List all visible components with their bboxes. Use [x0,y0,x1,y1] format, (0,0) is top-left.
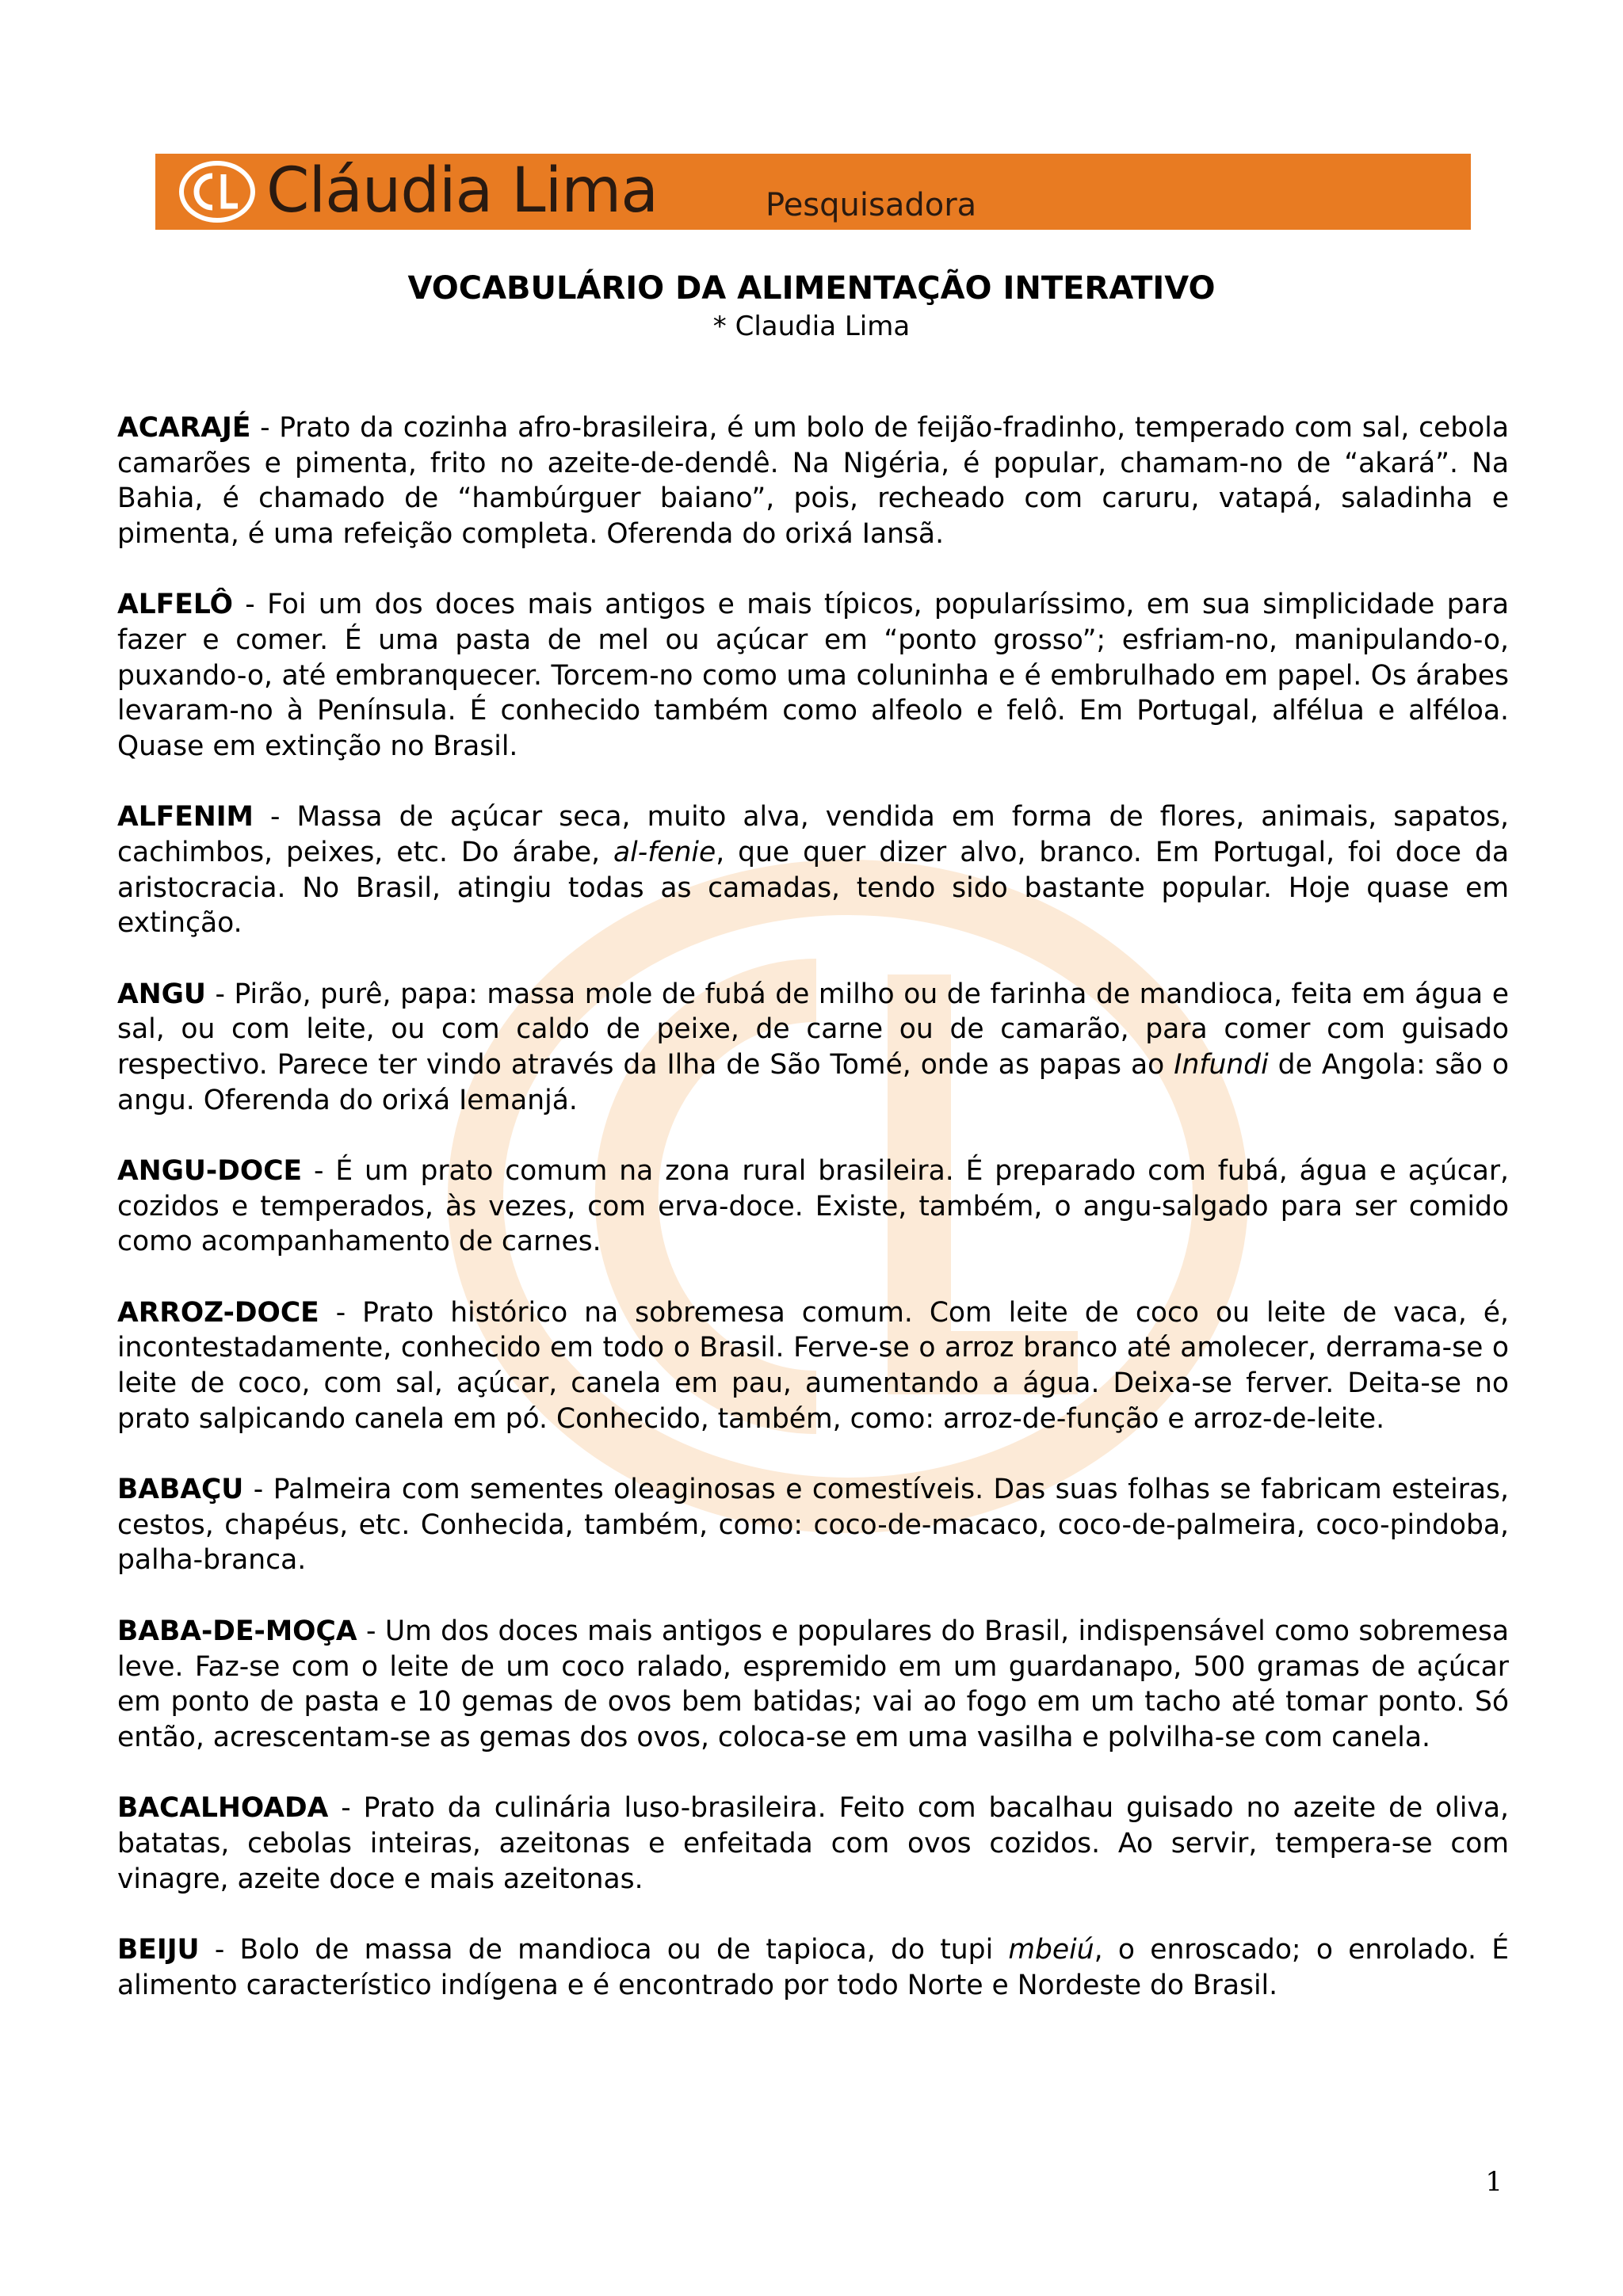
entry-definition: - Foi um dos doces mais antigos e mais típicos, popularíssimo, em sua simplicidade para fazer e comer. É uma pasta de mel ou açúcar em “ponto grosso”; esfriam-no, manipulando-o, puxando-o, até embranquecer. Torcem-no como uma coluninha e é embrulhado em papel. Os árabes levaram-no à Península. É conhecido também como alfeolo e felô. Em Portugal, alfélua e alféloa. Quase em extinção no Brasil. [117,589,1509,762]
entry-term: ACARAJÉ [117,412,251,444]
glossary-entry [117,587,1509,764]
glossary-entry [117,977,1509,1118]
entry-definition: - Bolo de massa de mandioca ou de tapioca, do tupi [199,1934,1009,1966]
glossary-entry [117,410,1509,551]
entry-term: BABAÇU [117,1474,244,1506]
logo-subtitle: Pesquisadora [766,187,977,223]
entry-definition-rest: , o enroscado; o enrolado. É alimento característico indígena e é encontrado por todo Norte e Nordeste do Brasil. [117,1934,1509,2001]
entry-definition: - Prato histórico na sobremesa comum. Com leite de coco ou leite de vaca, é, incontestadamente, conhecido em todo o Brasil. Ferve-se o arroz branco até amolecer, derrama-se o leite de coco, com sal, açúcar, canela em pau, aumentando a água. Deixa-se ferver. Deita-se no prato salpicando canela em pó. Conhecido, também, como: arroz-de-função e arroz-de-leite. [117,1296,1509,1435]
entry-definition: - É um prato comum na zona rural brasileira. É preparado com fubá, água e açúcar, cozidos e temperados, às vezes, com erva-doce. Existe, também, o angu-salgado para ser comido como acompanhamento de carnes. [117,1155,1509,1258]
glossary-entry [117,1791,1509,1897]
entry-definition: - Palmeira com sementes oleaginosas e comestíveis. Das suas folhas se fabricam esteiras, cestos, chapéus, etc. Conhecida, também, como: coco-de-macaco, coco-de-palmeira, coco-pindoba, palha-branca. [117,1474,1509,1577]
glossary-entry [117,799,1509,940]
entry-definition: - Prato da culinária luso-brasileira. Feito com bacalhau guisado no azeite de oliva, batatas, cebolas inteiras, azeitonas e enfeitada com ovos cozidos. Ao servir, tempera-se com vinagre, azeite doce e mais azeitonas. [117,1792,1509,1895]
entry-term: ALFELÔ [117,589,233,621]
entry-term: BEIJU [117,1934,200,1966]
glossary-entry [117,1614,1509,1755]
glossary-entry [117,1154,1509,1260]
entry-definition-italic: al-fenie [613,836,716,868]
glossary-entry [117,1472,1509,1578]
glossary-entries [117,410,1509,2039]
entry-term: BACALHOADA [117,1792,329,1825]
logo-name: Cláudia Lima [266,155,659,227]
entry-term: ARROZ-DOCE [117,1296,319,1329]
entry-term: ANGU-DOCE [117,1155,303,1188]
entry-definition-rest: , que quer dizer alvo, branco. Em Portugal, foi doce da aristocracia. No Brasil, atingiu todas as camadas, tendo sido bastante popular. Hoje quase em extinção. [117,836,1509,940]
entry-definition-italic: mbeiú [1008,1934,1094,1966]
glossary-entry [117,1932,1509,2003]
entry-term: ANGU [117,978,206,1010]
glossary-entry [117,1295,1509,1436]
entry-definition-italic: Infundi [1174,1048,1269,1081]
logo-monogram-icon [178,158,257,225]
header-banner [155,154,1471,230]
entry-definition: - Massa de açúcar seca, muito alva, vendida em forma de flores, animais, sapatos, cachimbos, peixes, etc. Do árabe, [117,801,1509,868]
entry-term: BABA-DE-MOÇA [117,1615,357,1648]
entry-term: ALFENIM [117,801,254,833]
entry-definition: - Prato da cozinha afro-brasileira, é um bolo de feijão-fradinho, temperado com sal, cebola camarões e pimenta, frito no azeite-de-dendê. Na Nigéria, é popular, chamam-no de “akará”. Na Bahia, é chamado de “hambúrguer baiano”, pois, recheado com caruru, vatapá, saladinha e pimenta, é uma refeição completa. Oferenda do orixá Iansã. [117,412,1509,550]
entry-definition-rest: de Angola: são o angu. Oferenda do orixá Iemanjá. [117,1048,1509,1116]
page-number: 1 [1485,2166,1503,2198]
entry-definition: - Um dos doces mais antigos e populares do Brasil, indispensável como sobremesa leve. Faz-se com o leite de um coco ralado, espremido em um guardanapo, 500 gramas de açúcar em ponto de pasta e 10 gemas de ovos bem batidas; vai ao fogo em um tacho até tomar ponto. Só então, acrescentam-se as gemas dos ovos, coloca-se em uma vasilha e polvilha-se com canela. [117,1615,1509,1753]
document-author: * Claudia Lima [712,311,911,342]
document-title: VOCABULÁRIO DA ALIMENTAÇÃO INTERATIVO [407,270,1216,307]
entry-definition: - Pirão, purê, papa: massa mole de fubá de milho ou de farinha de mandioca, feita em água e sal, ou com leite, ou com caldo de peixe, de carne ou de camarão, para comer com guisado respectivo. Parece ter vindo através da Ilha de São Tomé, onde as papas ao [117,978,1509,1081]
